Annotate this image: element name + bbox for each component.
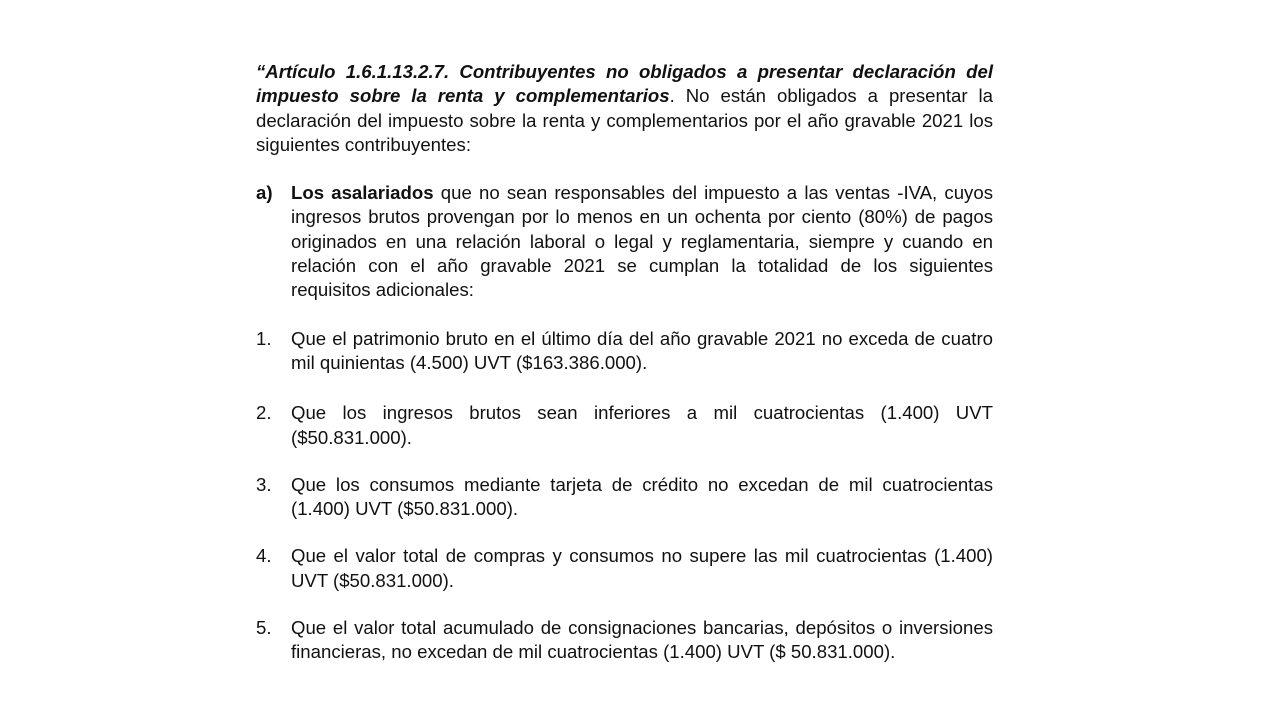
article-heading: “Artículo 1.6.1.13.2.7. Contribuyentes no obligados a presentar declaración del impuesto sobre la renta y complementarios xyxy=(256,61,993,107)
intro-paragraph xyxy=(256,60,993,157)
requirement-1-marker: 1. xyxy=(256,327,272,349)
literal-a xyxy=(256,181,993,302)
literal-a-subject: Los asalariados xyxy=(291,182,434,204)
literal-a-text: que no sean responsables del impuesto a las ventas -IVA, cuyos ingresos brutos provengan por lo menos en un ochenta por ciento (80%) de pagos originados en una relación laboral o legal y reglamentaria, siempre y cuando en relación con el año gravable 2021 se cumplan la totalidad de los siguientes requisitos adicionales: xyxy=(291,182,993,301)
requirement-4-marker: 4. xyxy=(256,545,272,567)
requirement-2 xyxy=(256,401,993,450)
requirement-1 xyxy=(256,327,993,376)
intro-text: . No están obligados a presentar la declaración del impuesto sobre la renta y complementarios por el año gravable 2021 los siguientes contribuyentes: xyxy=(256,85,993,155)
document-page xyxy=(256,60,993,665)
requirement-5 xyxy=(256,616,993,665)
literal-a-marker: a) xyxy=(256,182,273,204)
requirement-5-text: Que el valor total acumulado de consignaciones bancarias, depósitos o inversiones financieras, no excedan de mil cuatrocientas (1.400) UVT ($ 50.831.000). xyxy=(291,617,993,663)
requirement-3-marker: 3. xyxy=(256,473,272,495)
requirement-2-marker: 2. xyxy=(256,402,272,424)
requirement-3 xyxy=(256,473,993,522)
requirement-3-text: Que los consumos mediante tarjeta de crédito no excedan de mil cuatrocientas (1.400) UVT ($50.831.000). xyxy=(291,473,993,520)
requirement-4-text: Que el valor total de compras y consumos no supere las mil cuatrocientas (1.400) UVT ($50.831.000). xyxy=(291,545,993,591)
requirement-5-marker: 5. xyxy=(256,617,272,639)
requirement-2-text: Que los ingresos brutos sean inferiores a mil cuatrocientas (1.400) UVT ($50.831.000). xyxy=(291,402,993,448)
requirement-1-text: Que el patrimonio bruto en el último día del año gravable 2021 no exceda de cuatro mil quinientas (4.500) UVT ($163.386.000). xyxy=(291,327,993,373)
requirement-4 xyxy=(256,544,993,593)
